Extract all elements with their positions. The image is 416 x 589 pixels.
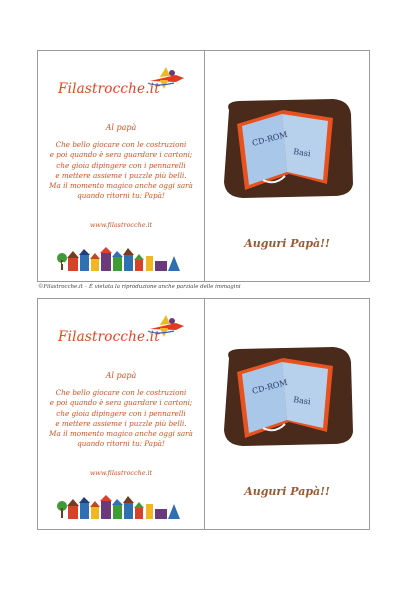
greeting-text: Auguri Papà!!	[244, 237, 330, 250]
book-text-right: Basi	[292, 395, 312, 407]
website-text: www.filastrocche.it	[89, 221, 153, 229]
poem-line: e mettere assieme i puzzle più belli.	[55, 170, 187, 180]
houses-illustration-icon	[56, 246, 188, 272]
poem-line: e poi quando è sera guardare i cartoni;	[49, 398, 193, 408]
card-left-panel	[38, 299, 204, 529]
poem-title: Al papà	[105, 371, 137, 380]
book-text-left: CD-ROM	[251, 129, 289, 148]
poem-line: Ma il momento magico anche oggi sarà	[49, 181, 193, 191]
greeting-card-top	[37, 50, 370, 282]
copyright-notice: ©Filastrocche.it – È vietata la riproduzione anche parziale delle immagini	[38, 284, 241, 290]
poem-line: che gioia dipingere con i pennarelli	[56, 408, 186, 418]
poem-line: e mettere assieme i puzzle più belli.	[55, 418, 187, 428]
card-right-panel	[205, 299, 369, 529]
plane-logo-icon	[146, 65, 188, 91]
poem-line: che gioia dipingere con i pennarelli	[56, 160, 186, 170]
card-left-panel	[38, 51, 204, 281]
open-book-illustration-icon	[215, 344, 360, 449]
poem-title: Al papà	[105, 123, 137, 132]
site-logo-text: Filastrocche.it	[58, 81, 160, 97]
houses-illustration-icon	[56, 494, 188, 520]
poem-line: Che bello giocare con le costruzioni	[55, 140, 187, 149]
poem-line: e poi quando è sera guardare i cartoni;	[49, 150, 193, 160]
poem-line: quando ritorni tu: Papà!	[77, 439, 165, 449]
greeting-card-bottom	[37, 298, 370, 530]
greeting-text: Auguri Papà!!	[244, 485, 330, 498]
website-text: www.filastrocche.it	[89, 469, 153, 477]
poem-line: Che bello giocare con le costruzioni	[55, 388, 187, 397]
site-logo-text: Filastrocche.it	[58, 329, 160, 345]
book-text-left: CD-ROM	[251, 377, 289, 396]
card-right-panel	[205, 51, 369, 281]
plane-logo-icon	[146, 313, 188, 339]
open-book-illustration-icon	[215, 96, 360, 201]
poem-text	[38, 388, 204, 450]
poem-line: Ma il momento magico anche oggi sarà	[49, 429, 193, 439]
poem-text	[38, 140, 204, 202]
book-text-right: Basi	[292, 147, 312, 159]
poem-line: quando ritorni tu: Papà!	[77, 191, 165, 201]
